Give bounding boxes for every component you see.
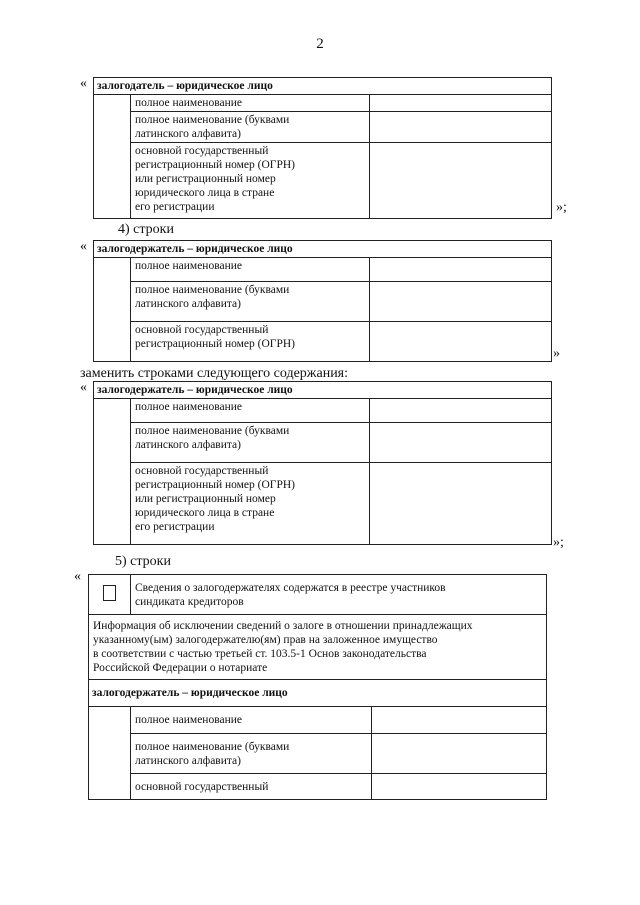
field-label: полное наименование bbox=[131, 258, 370, 282]
pledgee-table-new bbox=[93, 381, 552, 545]
table-header: залогодержатель – юридическое лицо bbox=[89, 680, 547, 707]
value-cell[interactable] bbox=[370, 95, 552, 112]
syndicate-table bbox=[88, 574, 547, 800]
empty-cell bbox=[94, 95, 131, 219]
value-cell[interactable] bbox=[372, 734, 547, 774]
closing-quote: »; bbox=[553, 535, 564, 550]
field-label: основной государственный регистрационный номер (ОГРН) или регистрационный номер юридического лица в стране его регистрации bbox=[131, 143, 370, 219]
field-label: полное наименование (буквами латинского алфавита) bbox=[131, 734, 372, 774]
field-label: основной государственный регистрационный номер (ОГРН) bbox=[131, 322, 370, 362]
empty-cell bbox=[94, 258, 131, 362]
empty-cell bbox=[94, 399, 131, 545]
opening-quote: « bbox=[80, 239, 87, 254]
value-cell[interactable] bbox=[370, 143, 552, 219]
value-cell[interactable] bbox=[372, 774, 547, 800]
empty-cell bbox=[89, 707, 131, 800]
table-header: залогодержатель – юридическое лицо bbox=[94, 241, 552, 258]
section-caption: 4) строки bbox=[118, 222, 174, 237]
value-cell[interactable] bbox=[370, 322, 552, 362]
exclusion-info: Информация об исключении сведений о залоге в отношении принадлежащих указанному(ым) залогодержателю(ям) прав на заложенное имущество в соответствии с частью третьей ст. 103.5-1 Основ законодательства Российской Федерации о нотариате bbox=[89, 615, 547, 680]
closing-quote: »; bbox=[556, 200, 567, 215]
field-label: полное наименование (буквами латинского алфавита) bbox=[131, 282, 370, 322]
table-header: залогодатель – юридическое лицо bbox=[94, 78, 552, 95]
value-cell[interactable] bbox=[370, 423, 552, 463]
value-cell[interactable] bbox=[370, 463, 552, 545]
opening-quote: « bbox=[80, 380, 87, 395]
field-label: основной государственный регистрационный номер (ОГРН) или регистрационный номер юридического лица в стране его регистрации bbox=[131, 463, 370, 545]
value-cell[interactable] bbox=[372, 707, 547, 734]
checkbox-label: Сведения о залогодержателях содержатся в реестре участников синдиката кредиторов bbox=[131, 575, 547, 615]
pledgor-table bbox=[93, 77, 552, 219]
section-caption: 5) строки bbox=[115, 554, 171, 569]
field-label: полное наименование bbox=[131, 707, 372, 734]
field-label: полное наименование bbox=[131, 95, 370, 112]
value-cell[interactable] bbox=[370, 399, 552, 423]
value-cell[interactable] bbox=[370, 112, 552, 143]
closing-quote: » bbox=[553, 346, 560, 361]
page-number: 2 bbox=[316, 36, 324, 52]
checkbox[interactable] bbox=[103, 585, 116, 601]
value-cell[interactable] bbox=[370, 258, 552, 282]
checkbox-cell bbox=[89, 575, 131, 615]
value-cell[interactable] bbox=[370, 282, 552, 322]
table-header: залогодержатель – юридическое лицо bbox=[94, 382, 552, 399]
pledgee-table bbox=[93, 240, 552, 362]
field-label: полное наименование bbox=[131, 399, 370, 423]
opening-quote: « bbox=[74, 569, 81, 584]
field-label: полное наименование (буквами латинского алфавита) bbox=[131, 423, 370, 463]
replace-caption: заменить строками следующего содержания: bbox=[80, 366, 349, 381]
opening-quote: « bbox=[80, 76, 87, 91]
field-label: основной государственный bbox=[131, 774, 372, 800]
field-label: полное наименование (буквами латинского алфавита) bbox=[131, 112, 370, 143]
